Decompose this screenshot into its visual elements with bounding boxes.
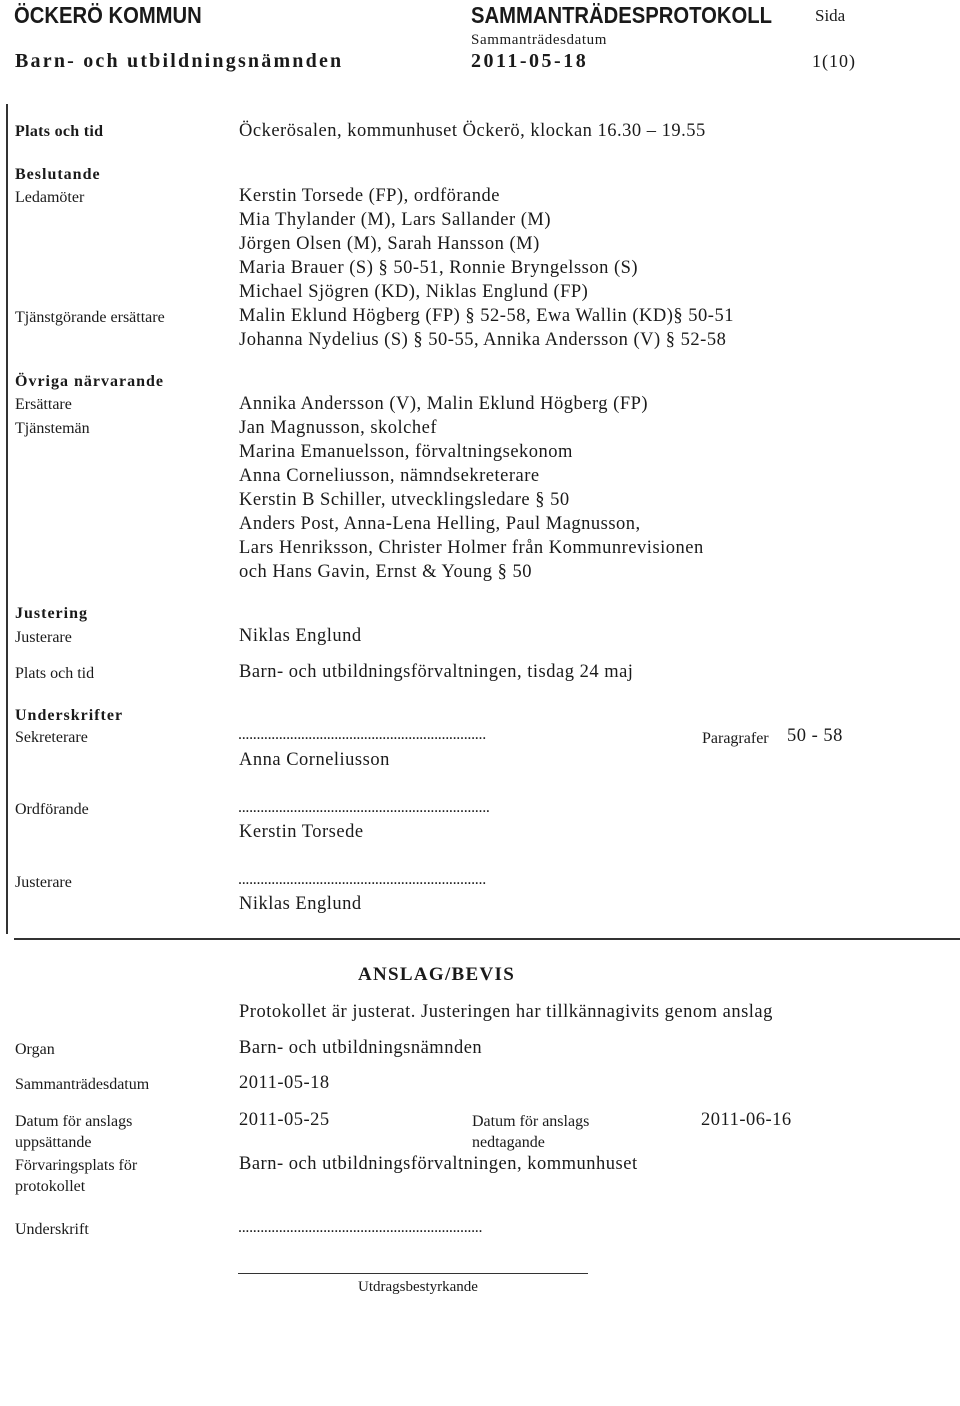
substitute-line: Johanna Nydelius (S) § 50-55, Annika Andersson (V) § 52-58 — [239, 330, 727, 350]
chair-label: Ordförande — [15, 801, 89, 818]
storage-label-line1: Förvaringsplats för — [15, 1157, 138, 1174]
adjuster-signature-line: ................................................................... — [238, 871, 486, 888]
certifier-label: Utdragsbestyrkande — [358, 1279, 478, 1295]
adjust-place-value: Barn- och utbildningsförvaltningen, tisdag 24 maj — [239, 662, 634, 682]
posted-label-line1: Datum för anslags — [15, 1113, 133, 1130]
margin-rule — [6, 104, 8, 934]
storage-label — [15, 1155, 137, 1197]
board-name: Barn- och utbildningsnämnden — [15, 50, 344, 72]
notice-date-label: Sammanträdesdatum — [15, 1076, 150, 1093]
notice-heading: ANSLAG/BEVIS — [358, 964, 516, 985]
others-heading: Övriga närvarande — [15, 373, 164, 390]
removed-label-line2: nedtagande — [472, 1134, 545, 1151]
page-number: 1(10) — [812, 51, 856, 71]
meeting-date: 2011-05-18 — [471, 50, 589, 72]
substitutes-list — [239, 304, 734, 352]
notice-signature-line: .................................................................. — [238, 1219, 483, 1236]
place-value: Öckerösalen, kommunhuset Öckerö, klockan 16.30 – 19.55 — [239, 121, 706, 141]
attendee-line: Anders Post, Anna-Lena Helling, Paul Magnusson, — [239, 514, 641, 534]
notice-date-value: 2011-05-18 — [239, 1073, 330, 1093]
signature-label: Underskrift — [15, 1221, 89, 1238]
place-label: Plats och tid — [15, 123, 104, 140]
storage-value: Barn- och utbildningsförvaltningen, kommunhuset — [239, 1154, 638, 1174]
paragraphs-label: Paragrafer — [702, 730, 769, 747]
attendee-line: Anna Corneliusson, nämndsekreterare — [239, 466, 540, 486]
attendee-line: Annika Andersson (V), Malin Eklund Högberg (FP) — [239, 394, 649, 414]
organ-value: Barn- och utbildningsnämnden — [239, 1038, 483, 1058]
adjuster-name: Niklas Englund — [239, 626, 362, 646]
notice-statement: Protokollet är justerat. Justeringen har tillkännagivits genom anslag — [239, 1002, 773, 1022]
chair-name: Kerstin Torsede — [239, 822, 364, 842]
posted-date: 2011-05-25 — [239, 1110, 330, 1130]
attendee-line: Marina Emanuelsson, förvaltningsekonom — [239, 442, 573, 462]
posted-label — [15, 1111, 132, 1153]
adjust-place-label: Plats och tid — [15, 665, 95, 682]
attendee-line: och Hans Gavin, Ernst & Young § 50 — [239, 562, 532, 582]
page-label: Sida — [815, 6, 846, 25]
adjuster-label: Justerare — [15, 629, 72, 646]
municipality-name: ÖCKERÖ KOMMUN — [14, 2, 202, 28]
deciding-heading: Beslutande — [15, 166, 101, 183]
removed-label — [472, 1111, 589, 1153]
paragraphs-value: 50 - 58 — [787, 726, 843, 746]
secretary-signature-line: ................................................................... — [238, 726, 486, 743]
signatures-heading: Underskrifter — [15, 707, 124, 724]
document-type: SAMMANTRÄDESPROTOKOLL — [471, 2, 772, 28]
substitute-line: Malin Eklund Högberg (FP) § 52-58, Ewa Wallin (KD)§ 50-51 — [239, 306, 734, 326]
member-line: Kerstin Torsede (FP), ordförande — [239, 186, 500, 206]
chair-signature-line: .................................................................... — [238, 799, 490, 816]
section-divider — [14, 938, 960, 940]
others-list — [239, 392, 704, 584]
member-line: Maria Brauer (S) § 50-51, Ronnie Bryngelsson (S) — [239, 258, 639, 278]
substitutes-label: Tjänstgörande ersättare — [15, 309, 165, 326]
organ-label: Organ — [15, 1041, 55, 1058]
storage-label-line2: protokollet — [15, 1178, 86, 1195]
attendee-line: Kerstin B Schiller, utvecklingsledare § 50 — [239, 490, 570, 510]
member-line: Michael Sjögren (KD), Niklas Englund (FP) — [239, 282, 589, 302]
member-line: Jörgen Olsen (M), Sarah Hansson (M) — [239, 234, 540, 254]
members-list — [239, 184, 638, 304]
secretary-label: Sekreterare — [15, 729, 88, 746]
officials-label: Tjänstemän — [15, 420, 90, 437]
posted-label-line2: uppsättande — [15, 1134, 92, 1151]
attendee-line: Lars Henriksson, Christer Holmer från Kommunrevisionen — [239, 538, 704, 558]
others-substitutes-label: Ersättare — [15, 396, 72, 413]
removed-label-line1: Datum för anslags — [472, 1113, 590, 1130]
member-line: Mia Thylander (M), Lars Sallander (M) — [239, 210, 552, 230]
adjuster-sign-name: Niklas Englund — [239, 894, 362, 914]
attendee-line: Jan Magnusson, skolchef — [239, 418, 438, 438]
secretary-name: Anna Corneliusson — [239, 750, 390, 770]
certifier-signature-rule — [238, 1273, 588, 1274]
removed-date: 2011-06-16 — [701, 1110, 792, 1130]
members-label: Ledamöter — [15, 189, 85, 206]
adjust-heading: Justering — [15, 605, 88, 622]
adjuster-sign-label: Justerare — [15, 874, 72, 891]
meeting-date-label: Sammanträdesdatum — [471, 32, 608, 48]
